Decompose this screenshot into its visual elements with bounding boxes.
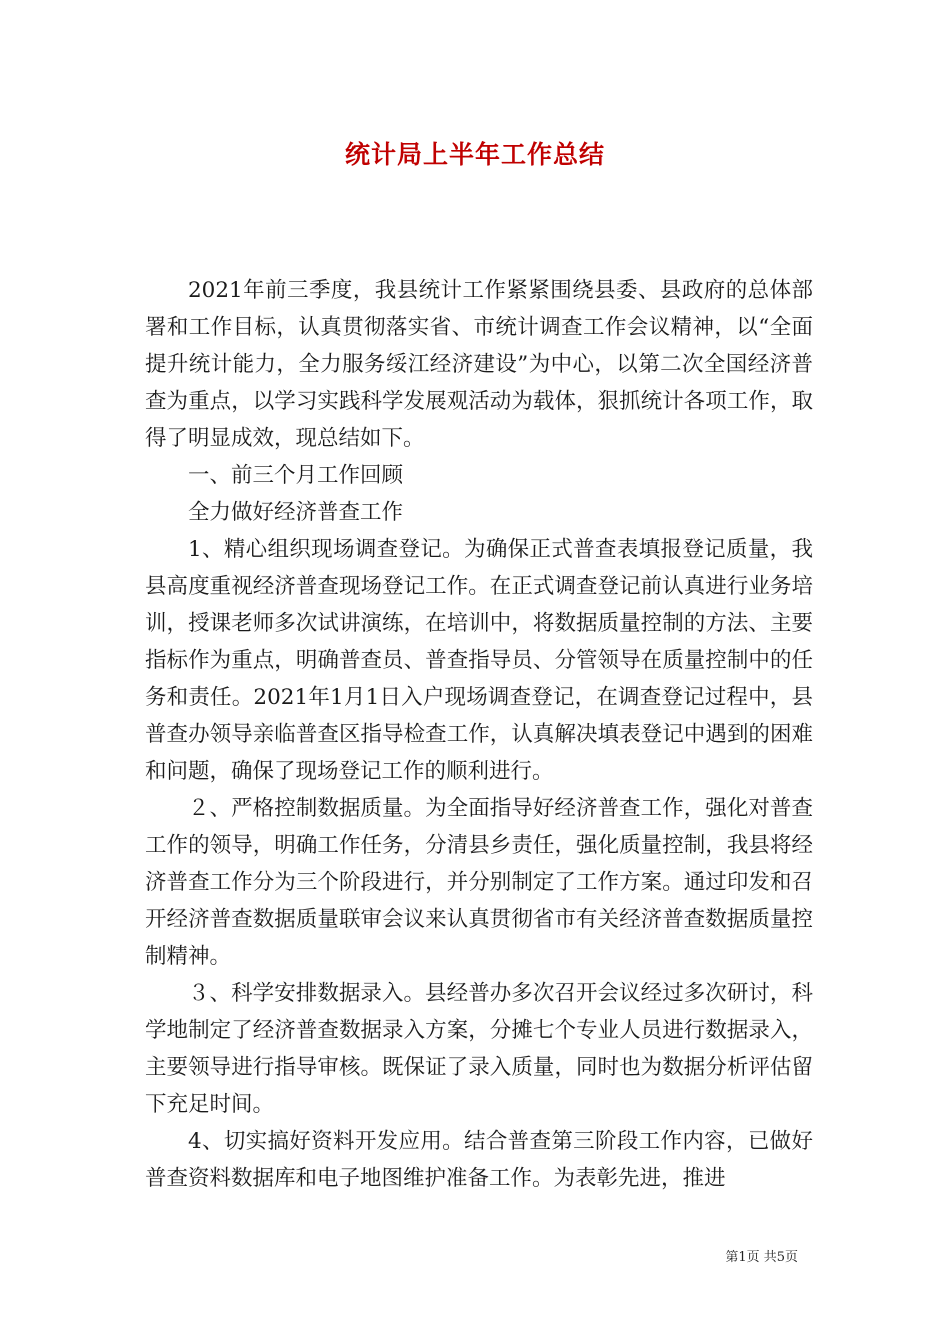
paragraph-intro: 2021年前三季度，我县统计工作紧紧围绕县委、县政府的总体部署和工作目标，认真贯彻落实省、市统计调查工作会议精神，以“全面提升统计能力，全力服务绥江经济建设”为中心，以第二次全国经济普查为重点，以学习实践科学发展观活动为载体，狠抓统计各项工作，取得了明显成效，现总结如下。 bbox=[145, 278, 813, 451]
paragraph-item-1: 1、精心组织现场调查登记。为确保正式普查表填报登记质量，我县高度重视经济普查现场登记工作。在正式调查登记前认真进行业务培训，授课老师多次试讲演练，在培训中，将数据质量控制的方法、主要指标作为重点，明确普查员、普查指导员、分管领导在质量控制中的任务和责任。2021年1月1日入户现场调查登记，在调查登记过程中，县普查办领导亲临普查区指导检查工作，认真解决填表登记中遇到的困难和问题，确保了现场登记工作的顺利进行。 bbox=[145, 537, 813, 784]
section-heading: 一、前三个月工作回顾 bbox=[188, 463, 404, 488]
paragraph-item-4: 4、切实搞好资料开发应用。结合普查第三阶段工作内容，已做好普查资料数据库和电子地图维护准备工作。为表彰先进，推进 bbox=[145, 1129, 813, 1191]
paragraph-item-3: ３、科学安排数据录入。县经普办多次召开会议经过多次研讨，科学地制定了经济普查数据录入方案，分摊七个专业人员进行数据录入，主要领导进行指导审核。既保证了录入质量，同时也为数据分析评估留下充足时间。 bbox=[145, 981, 813, 1117]
document-title: 统计局上半年工作总结 bbox=[344, 140, 605, 169]
page-number-footer: 第1页 共5页 bbox=[725, 1250, 798, 1265]
paragraph-item-2: ２、严格控制数据质量。为全面指导好经济普查工作，强化对普查工作的领导，明确工作任务，分清县乡责任，强化质量控制，我县将经济普查工作分为三个阶段进行，并分别制定了工作方案。通过印发和召开经济普查数据质量联审会议来认真贯彻省市有关经济普查数据质量控制精神。 bbox=[145, 796, 813, 969]
subsection-heading: 全力做好经济普查工作 bbox=[188, 500, 404, 525]
document-body bbox=[145, 272, 813, 1197]
